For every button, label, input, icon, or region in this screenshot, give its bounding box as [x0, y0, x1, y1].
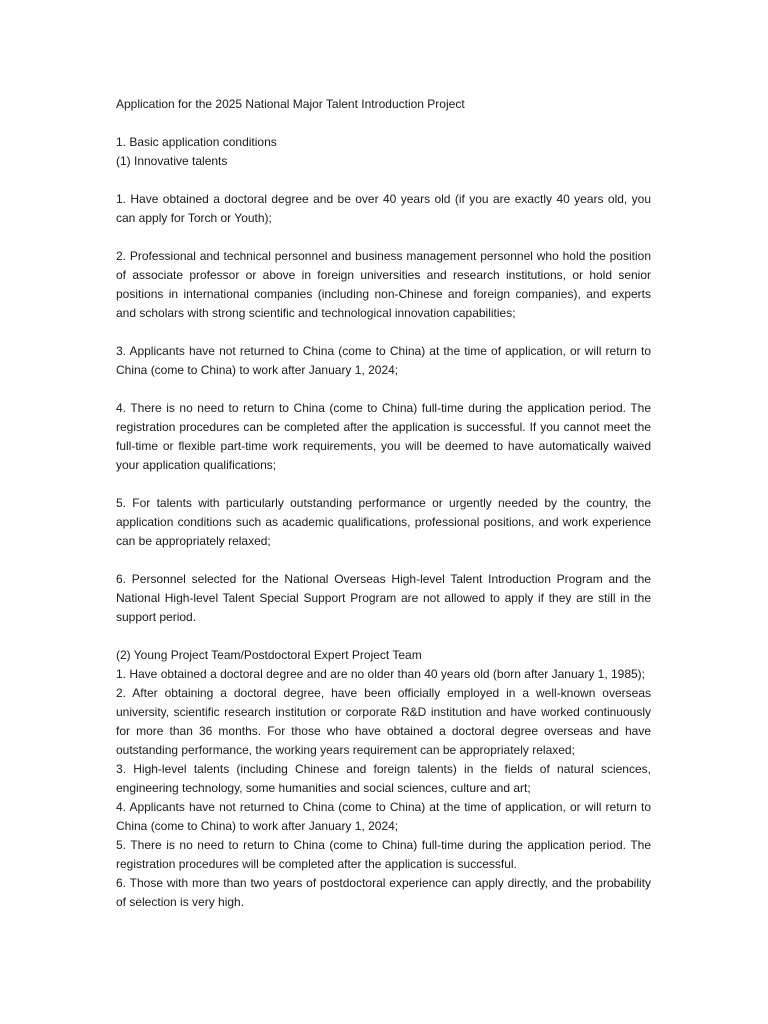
innovative-condition-4: 4. There is no need to return to China (come to China) full-time during the application period. The registration procedures can be completed after the application is successful. If you cannot meet the full-time or flexible part-time work requirements, you will be deemed to have automatically waived your application qualifications; — [116, 401, 651, 472]
subsection-heading-innovative: (1) Innovative talents — [116, 154, 228, 168]
innovative-condition-6: 6. Personnel selected for the National Overseas High-level Talent Introduction Program and the National High-level Talent Special Support Program are not allowed to apply if they are still in the support period. — [116, 572, 651, 624]
innovative-condition-1: 1. Have obtained a doctoral degree and be over 40 years old (if you are exactly 40 years old, you can apply for Torch or Youth); — [116, 192, 651, 225]
young-condition-1: 1. Have obtained a doctoral degree and are no older than 40 years old (born after January 1, 1985); — [116, 667, 646, 681]
innovative-condition-2: 2. Professional and technical personnel and business management personnel who hold the position of associate professor or above in foreign universities and research institutions, or hold senior positions in international companies (including non-Chinese and foreign companies), and experts and scholars with strong scientific and technological innovation capabilities; — [116, 249, 651, 320]
spacer — [116, 380, 651, 399]
spacer — [116, 228, 651, 247]
young-condition-3: 3. High-level talents (including Chinese and foreign talents) in the fields of natural sciences, engineering technology, some humanities and social sciences, culture and art; — [116, 762, 651, 795]
spacer — [116, 114, 651, 133]
spacer — [116, 475, 651, 494]
young-condition-5: 5. There is no need to return to China (come to China) full-time during the application period. The registration procedures will be completed after the application is successful. — [116, 838, 651, 871]
young-condition-6: 6. Those with more than two years of postdoctoral experience can apply directly, and the probability of selection is very high. — [116, 876, 651, 909]
section-heading: 1. Basic application conditions — [116, 135, 277, 149]
innovative-condition-5: 5. For talents with particularly outstanding performance or urgently needed by the country, the application conditions such as academic qualifications, professional positions, and work experience can be appropriately relaxed; — [116, 496, 651, 548]
spacer — [116, 171, 651, 190]
document-page — [116, 95, 651, 912]
spacer — [116, 323, 651, 342]
subsection-heading-young: (2) Young Project Team/Postdoctoral Expert Project Team — [116, 648, 422, 662]
young-condition-4: 4. Applicants have not returned to China (come to China) at the time of application, or will return to China (come to China) to work after January 1, 2024; — [116, 800, 651, 833]
document-title: Application for the 2025 National Major Talent Introduction Project — [116, 97, 465, 111]
spacer — [116, 627, 651, 646]
young-condition-2: 2. After obtaining a doctoral degree, have been officially employed in a well-known overseas university, scientific research institution or corporate R&D institution and have worked continuously for more than 36 months. For those who have obtained a doctoral degree overseas and have outstanding performance, the working years requirement can be appropriately relaxed; — [116, 686, 651, 757]
spacer — [116, 551, 651, 570]
innovative-condition-3: 3. Applicants have not returned to China (come to China) at the time of application, or will return to China (come to China) to work after January 1, 2024; — [116, 344, 651, 377]
